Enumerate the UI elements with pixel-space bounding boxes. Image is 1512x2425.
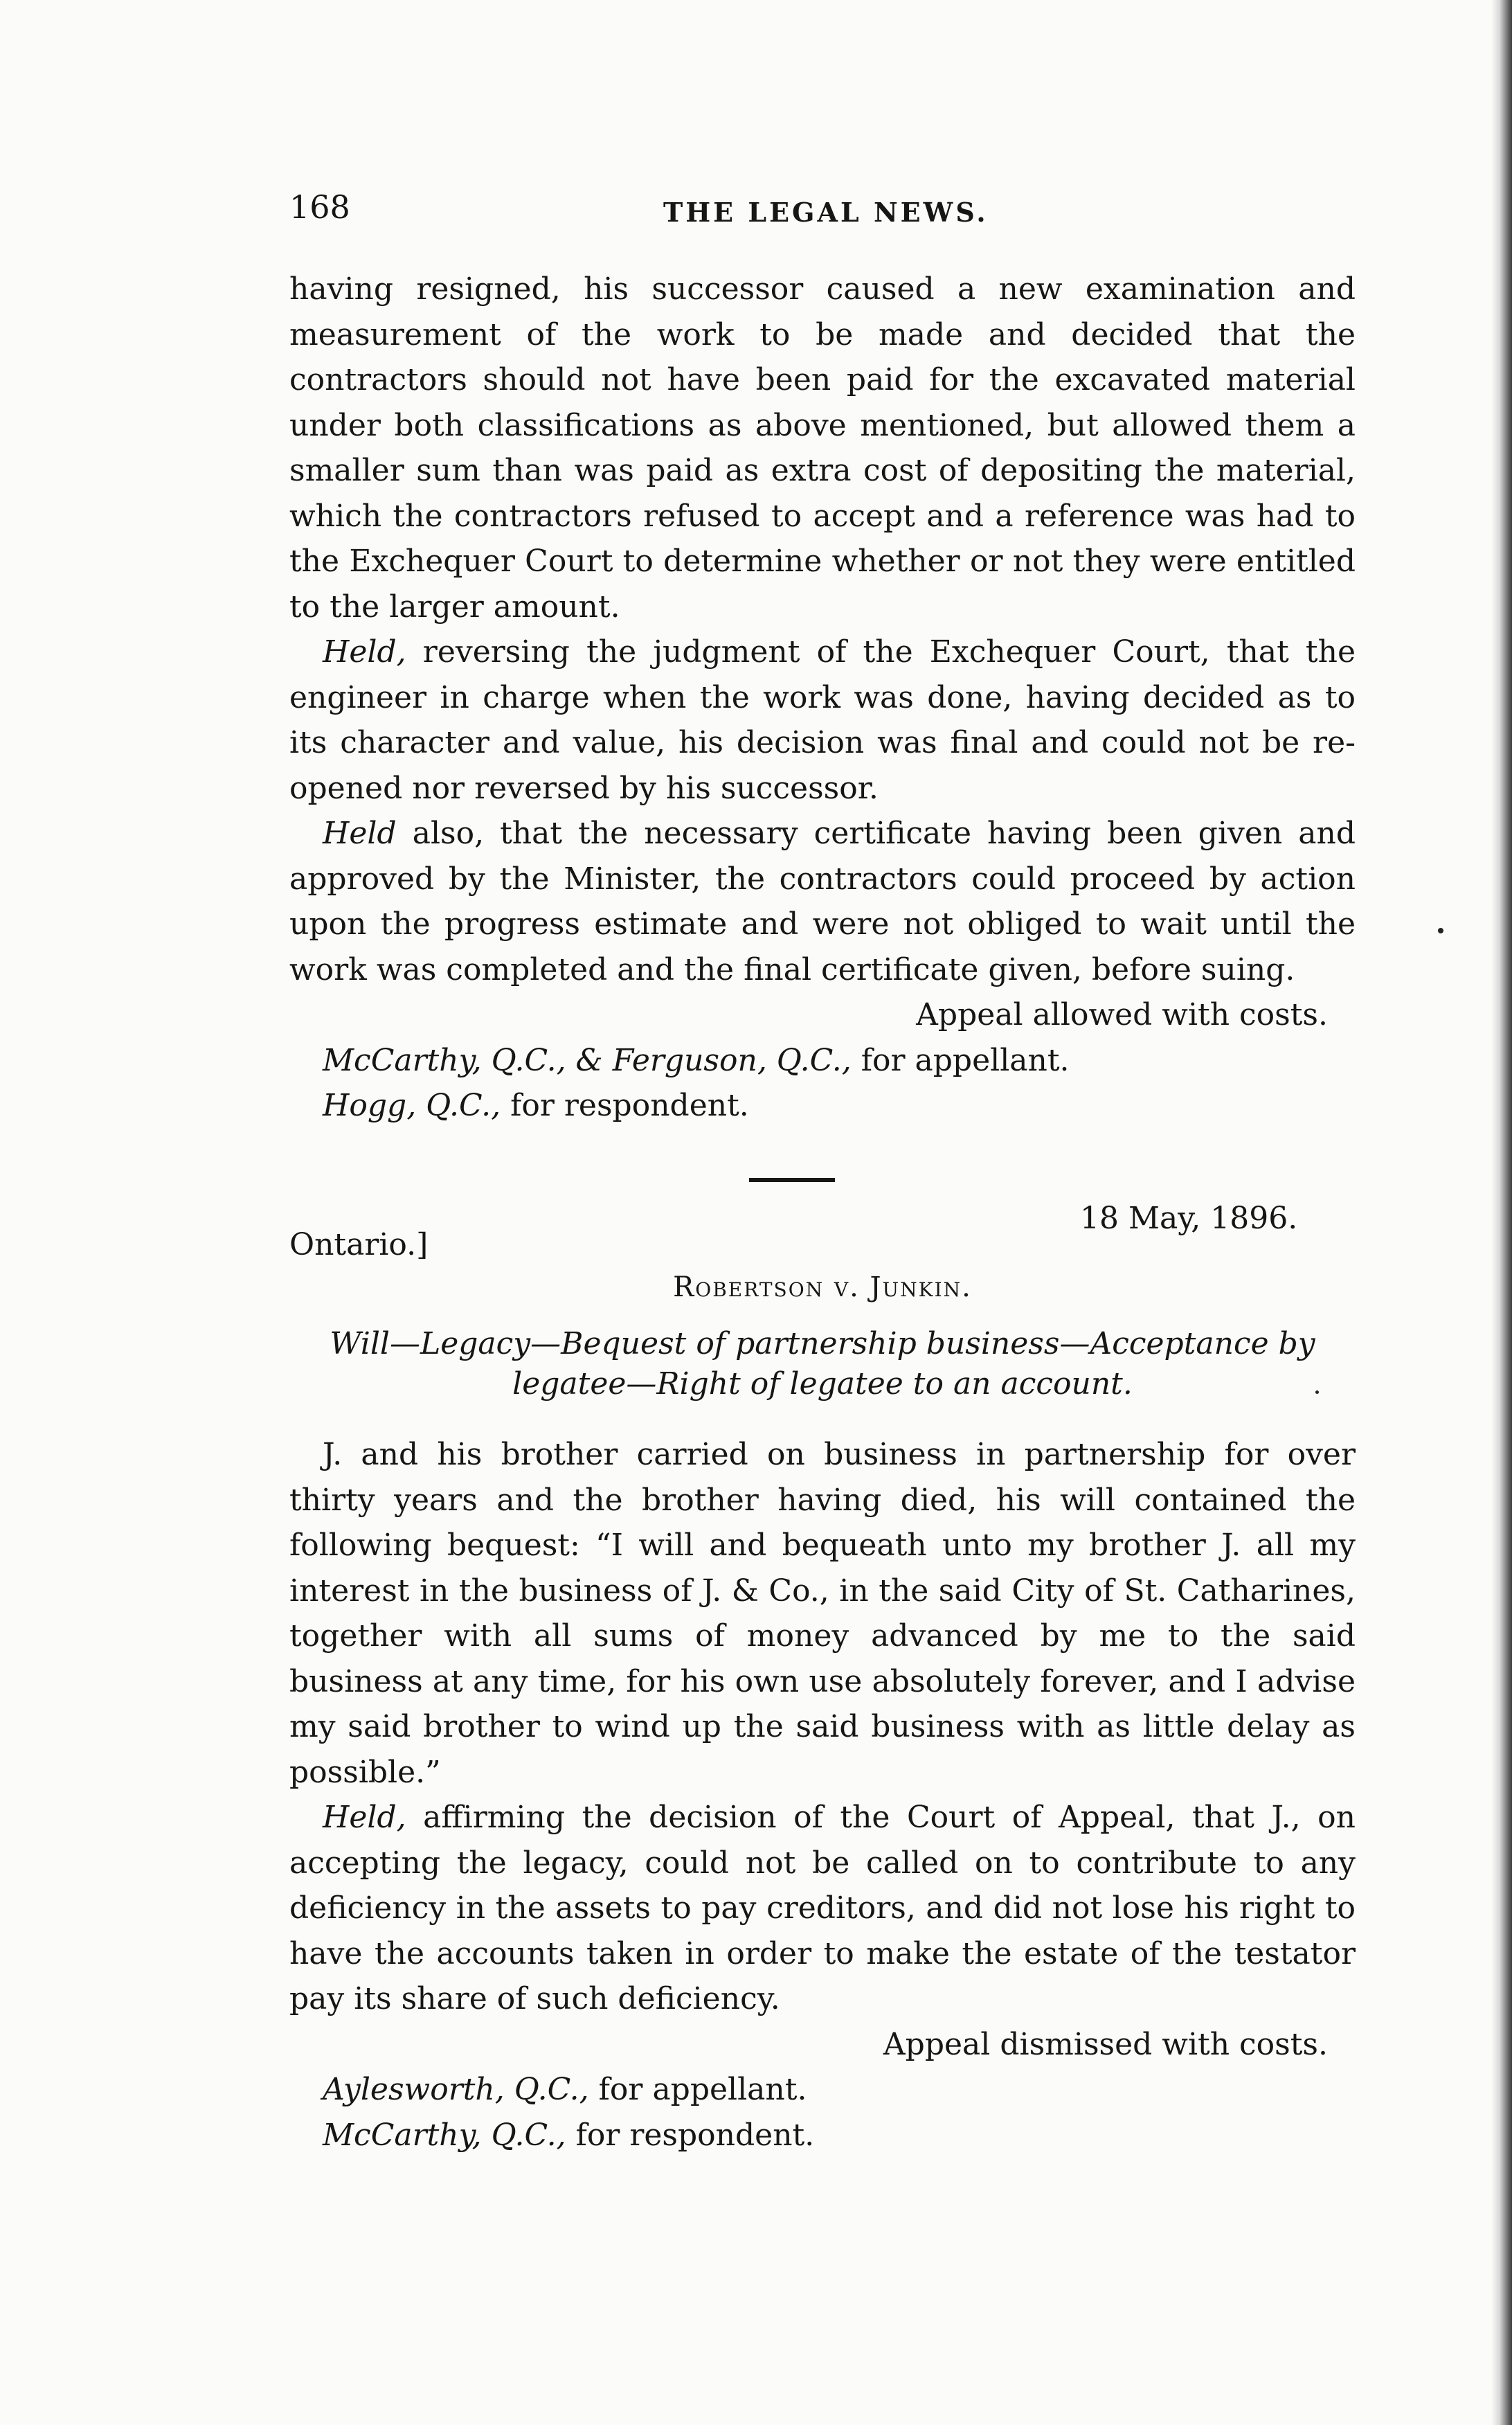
province-label: Ontario.] — [289, 1227, 429, 1262]
case-1-appellant-counsel — [289, 1038, 1356, 1084]
page-header — [289, 188, 1356, 244]
case-2-paragraph: J. and his brother carried on business in partnership for over thirty years and the brother having died, his will contained the following bequest: “I will and bequeath unto my brother J. all my interest in the business of J. & Co., in the said City of St. Catharines, together with all sums of money advanced by me to the said business at any time, for his own use absolutely forever, and I advise my said brother to wind up the said business with as little delay as possible.” — [289, 1437, 1356, 1790]
counsel-role: for appellant. — [851, 1042, 1070, 1078]
page-edge-shadow — [1491, 0, 1512, 2425]
case-1-paragraph: having resigned, his successor caused a new examination and measurement of the work to be made and decided that the contractors should not have been paid for the excavated material under both classifications as above mentioned, but allowed them a smaller sum than was paid as extra cost of depositing the material, which the contractors refused to accept and a reference was had to the Exchequer Court to determine whether or not they were entitled to the larger amount. — [289, 271, 1356, 625]
counsel-names: McCarthy, Q.C., — [323, 2117, 566, 2153]
counsel-role: for respondent. — [566, 2117, 815, 2153]
case-2-held — [289, 1795, 1356, 2022]
case-2-respondent-counsel — [289, 2113, 1356, 2158]
section-divider-rule — [749, 1178, 835, 1182]
decision-date: 18 May, 1896. — [1080, 1201, 1298, 1236]
running-title: THE LEGAL NEWS. — [663, 197, 989, 228]
case-1-held-second — [289, 811, 1356, 992]
case-title: Robertson v. Junkin. — [673, 1271, 972, 1303]
case-1-respondent-counsel — [289, 1083, 1356, 1129]
counsel-names: McCarthy, Q.C., & Ferguson, Q.C., — [323, 1042, 852, 1078]
held-text: also, that the necessary certificate having been given and approved by the Minister, the contractors could proceed by action upon the progress estimate and were not obliged to wait until the work was completed and the final certificate given, before suing. — [289, 816, 1356, 987]
held-label: Held, — [323, 1800, 406, 1835]
held-label: Held — [323, 816, 397, 851]
case-2-disposition: Appeal dismissed with costs. — [883, 2026, 1328, 2062]
page-number: 168 — [289, 188, 350, 226]
case-2-appellant-counsel — [289, 2067, 1356, 2113]
held-text: affirming the decision of the Court of Appeal, that J., on accepting the legacy, could not be called on to contribute to any deficiency in the assets to pay creditors, and did not lose his right to have the accounts taken in order to make the estate of the testator pay its share of such deficiency. — [289, 1800, 1356, 2016]
held-label: Held, — [323, 634, 406, 670]
case-1-block — [289, 267, 1356, 1129]
scan-speck — [1438, 928, 1443, 933]
case-headnote: Will—Legacy—Bequest of partnership business—Acceptance by legatee—Right of legatee to an account. — [330, 1326, 1315, 1402]
case-2-block — [289, 1432, 1356, 2158]
case-1-held-first — [289, 629, 1356, 811]
held-text: reversing the judgment of the Exchequer Court, that the engineer in charge when the work was done, having decided as to its character and value, his decision was final and could not be re-opened nor reversed by his successor. — [289, 634, 1356, 806]
scan-speck — [1315, 1390, 1319, 1394]
case-1-disposition: Appeal allowed with costs. — [916, 997, 1328, 1032]
counsel-role: for respondent. — [501, 1088, 749, 1123]
counsel-role: for appellant. — [588, 2072, 807, 2107]
counsel-names: Aylesworth, Q.C., — [323, 2072, 589, 2107]
counsel-names: Hogg, Q.C., — [323, 1088, 501, 1123]
